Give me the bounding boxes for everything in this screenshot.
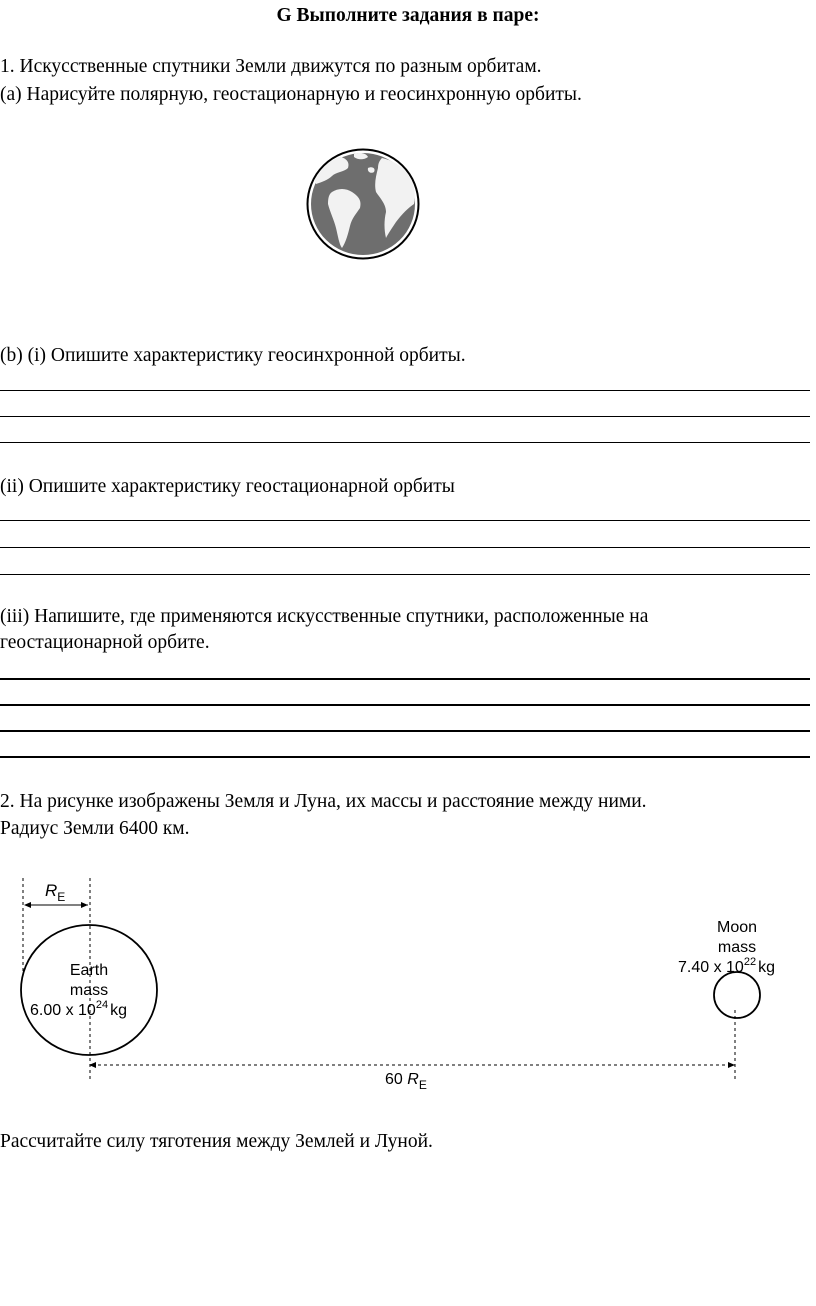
answer-line xyxy=(0,547,810,548)
answer-line xyxy=(0,442,810,443)
earth-mass-label: mass xyxy=(69,982,109,999)
task1-part-b-i: (b) (i) Опишите характеристику геосинхронной орбиты. xyxy=(0,345,466,366)
answer-line xyxy=(0,416,810,417)
answer-line xyxy=(0,574,810,575)
task1-part-a: (a) Нарисуйте полярную, геостационарную и геосинхронную орбиты. xyxy=(0,84,582,105)
earth-label: Earth xyxy=(69,962,109,979)
answer-line xyxy=(0,730,810,732)
earth-globe-icon xyxy=(306,148,420,260)
re-label: $R_E$ xyxy=(45,881,66,904)
task1-part-b-iii-line1: (iii) Напишите, где применяются искусственные спутники, расположенные на xyxy=(0,606,649,627)
answer-line xyxy=(0,704,810,706)
moon-circle xyxy=(714,972,760,1018)
answer-line xyxy=(0,520,810,521)
page-title: G Выполните задания в паре: xyxy=(276,5,540,26)
moon-mass-value: 7.40 x $10^{22}$ kg xyxy=(678,956,775,976)
answer-line xyxy=(0,678,810,680)
distance-label: 60 $R_E$ xyxy=(385,1071,427,1092)
task2-line2: Радиус Земли 6400 км. xyxy=(0,818,190,839)
earth-mass-value: 6.00 x $10^{24}$ kg xyxy=(30,999,127,1019)
moon-mass-label: mass xyxy=(717,939,757,956)
task1-intro: 1. Искусственные спутники Земли движутся по разным орбитам. xyxy=(0,56,542,77)
task2-question: Рассчитайте силу тяготения между Землей и Луной. xyxy=(0,1131,433,1152)
task1-part-b-ii: (ii) Опишите характеристику геостационарной орбиты xyxy=(0,476,455,497)
task1-part-b-iii-line2: геостационарной орбите. xyxy=(0,632,210,653)
task2-line1: 2. На рисунке изображены Земля и Луна, их массы и расстояние между ними. xyxy=(0,791,647,812)
answer-line xyxy=(0,390,810,391)
moon-label: Moon xyxy=(716,919,758,936)
answer-line xyxy=(0,756,810,758)
earth-moon-diagram xyxy=(0,860,816,1100)
